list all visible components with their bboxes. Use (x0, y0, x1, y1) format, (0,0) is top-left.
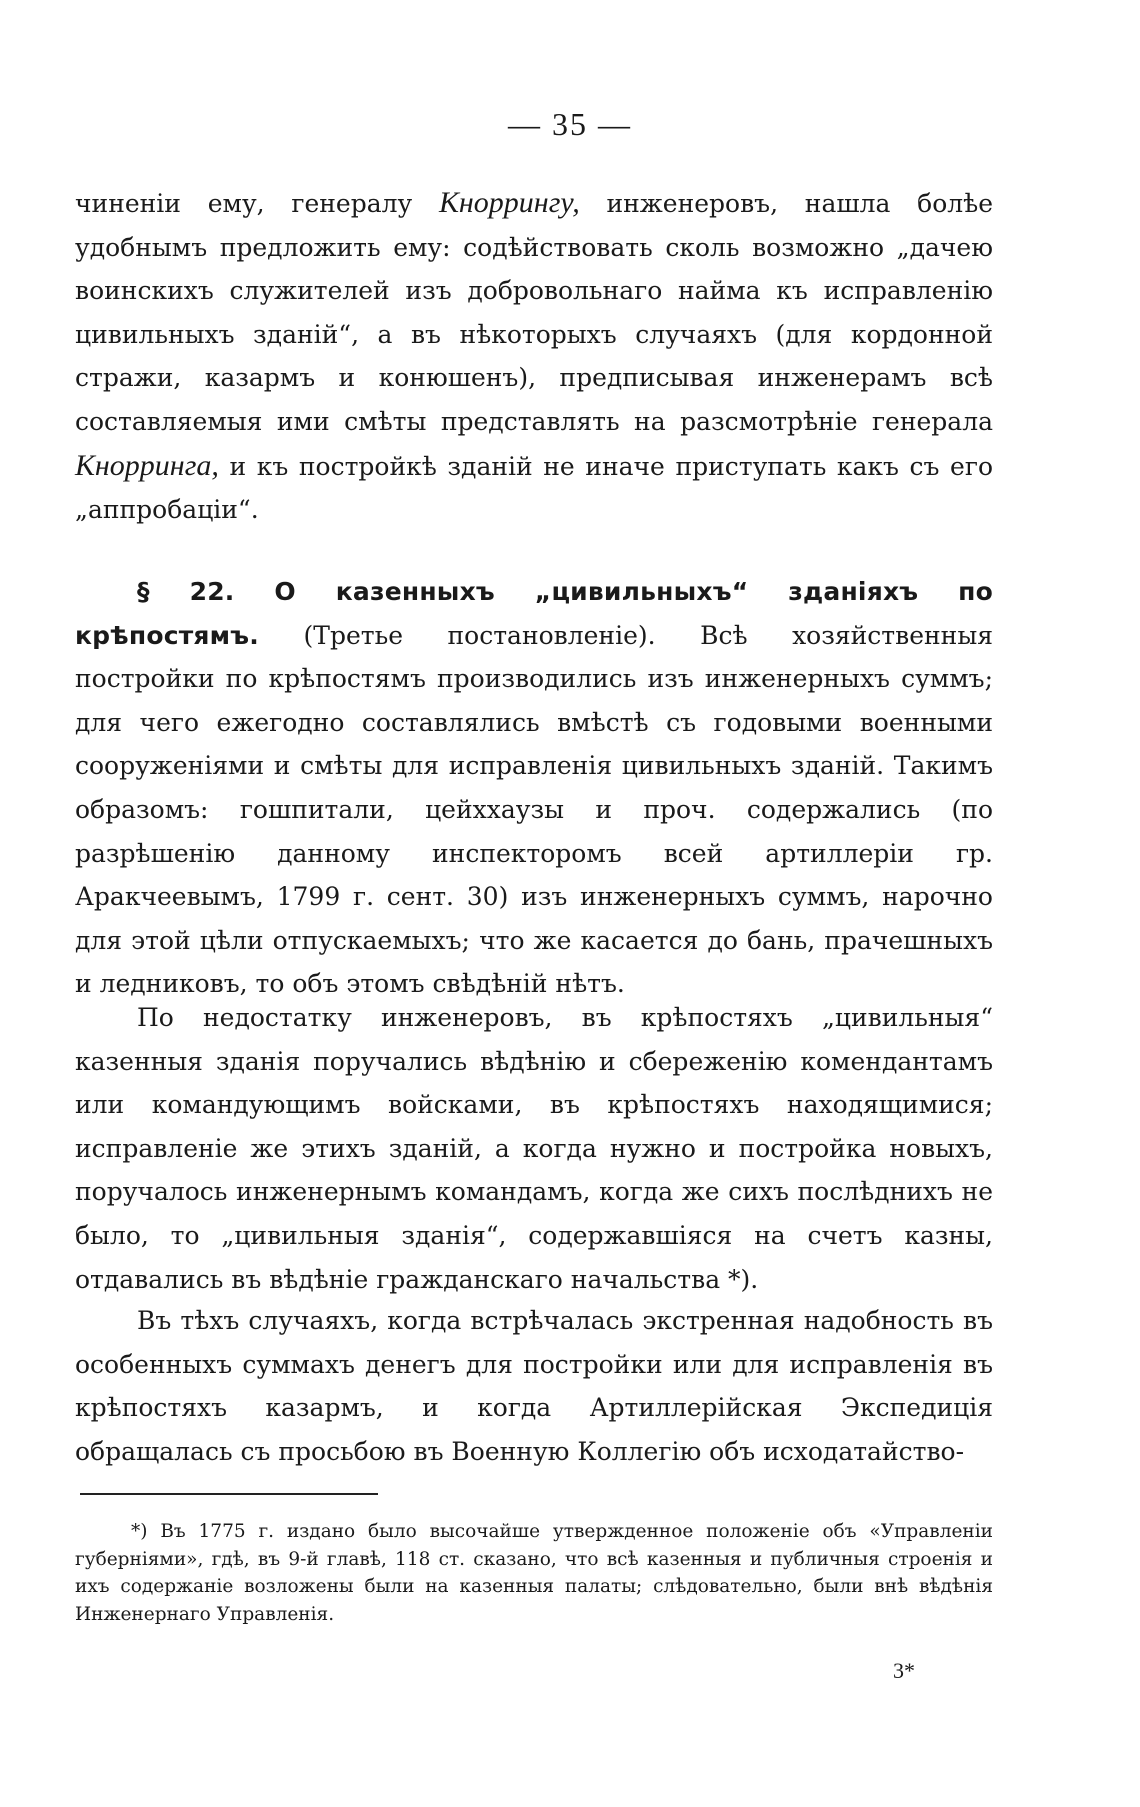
name-knorring: Кнорринга, (75, 448, 219, 482)
name-knorring: Кноррингу, (439, 186, 580, 219)
paragraph-engineers: По недостатку инженеровъ, въ крѣпостяхъ „цивильныя“ казенныя зданія поручались вѣдѣнію и сбереженію комендантамъ или командующимъ войсками, въ крѣпостяхъ находящимися; исправленіе же этихъ зданій, а когда нужно и постройка новыхъ, поручалось инженернымъ командамъ, когда же сихъ послѣднихъ не было, то „цивильныя зданія“, содержавшіяся на счетъ казны, отдавались въ вѣдѣніе гражданскаго начальства *). (75, 1003, 993, 1294)
paragraph-continuation (75, 181, 993, 532)
section-body: (Третье постановленіе). Всѣ хозяйственныя постройки по крѣпостямъ производились изъ инженерныхъ суммъ; для чего ежегодно составлялись вмѣстѣ съ годовыми военными сооруженіями и смѣты для исправленія цивильныхъ зданій. Такимъ образомъ: гошпитали, цейххаузы и проч. содержались (по разрѣшенію данному инспекторомъ всей артиллеріи гр. Аракчеевымъ, 1799 г. сент. 30) изъ инженерныхъ суммъ, нарочно для этой цѣли отпускаемыхъ; что же касается до бань, прачешныхъ и ледниковъ, то объ этомъ свѣдѣній нѣтъ. (75, 620, 993, 999)
page-number: — 35 — (508, 106, 632, 142)
signature-mark: 3* (893, 1658, 915, 1683)
footnote: *) Въ 1775 г. издано было высочайше утвержденное положеніе объ «Управленіи губерніями», гдѣ, въ 9-й главѣ, 118 ст. сказано, что всѣ казенныя и публичныя строенія и ихъ содержаніе возложены были на казенныя палаты; слѣдовательно, были внѣ вѣдѣнія Инженернаго Управленія. (75, 1521, 993, 1625)
paragraph-text: чиненіи ему, генералу (75, 189, 439, 218)
paragraph-funds: Въ тѣхъ случаяхъ, когда встрѣчалась экстренная надобность въ особенныхъ суммахъ денегъ для постройки или для исправленія въ крѣпостяхъ казармъ, и когда Артиллерійская Экспедиція обращалась съ просьбою въ Военную Коллегію объ исходатайство- (75, 1306, 993, 1466)
section-heading: § 22. О казенныхъ „цивильныхъ“ зданіяхъ по крѣпостямъ. (75, 577, 993, 650)
paragraph-text: инженеровъ, нашла болѣе удобнымъ предложить ему: содѣйствовать сколь возможно „дачею воинскихъ служителей изъ добровольнаго найма къ исправленію цивильныхъ зданій“, а въ нѣкоторыхъ случаяхъ (для кордонной стражи, казармъ и конюшенъ), предписывая инженерамъ всѣ составляемыя ими смѣты представлять на разсмотрѣніе генерала (75, 189, 993, 436)
paragraph-text: и къ постройкѣ зданій не иначе приступать какъ съ его „аппробаціи“. (75, 451, 993, 525)
footnote-divider (80, 1493, 378, 1495)
section-22 (75, 570, 993, 1006)
